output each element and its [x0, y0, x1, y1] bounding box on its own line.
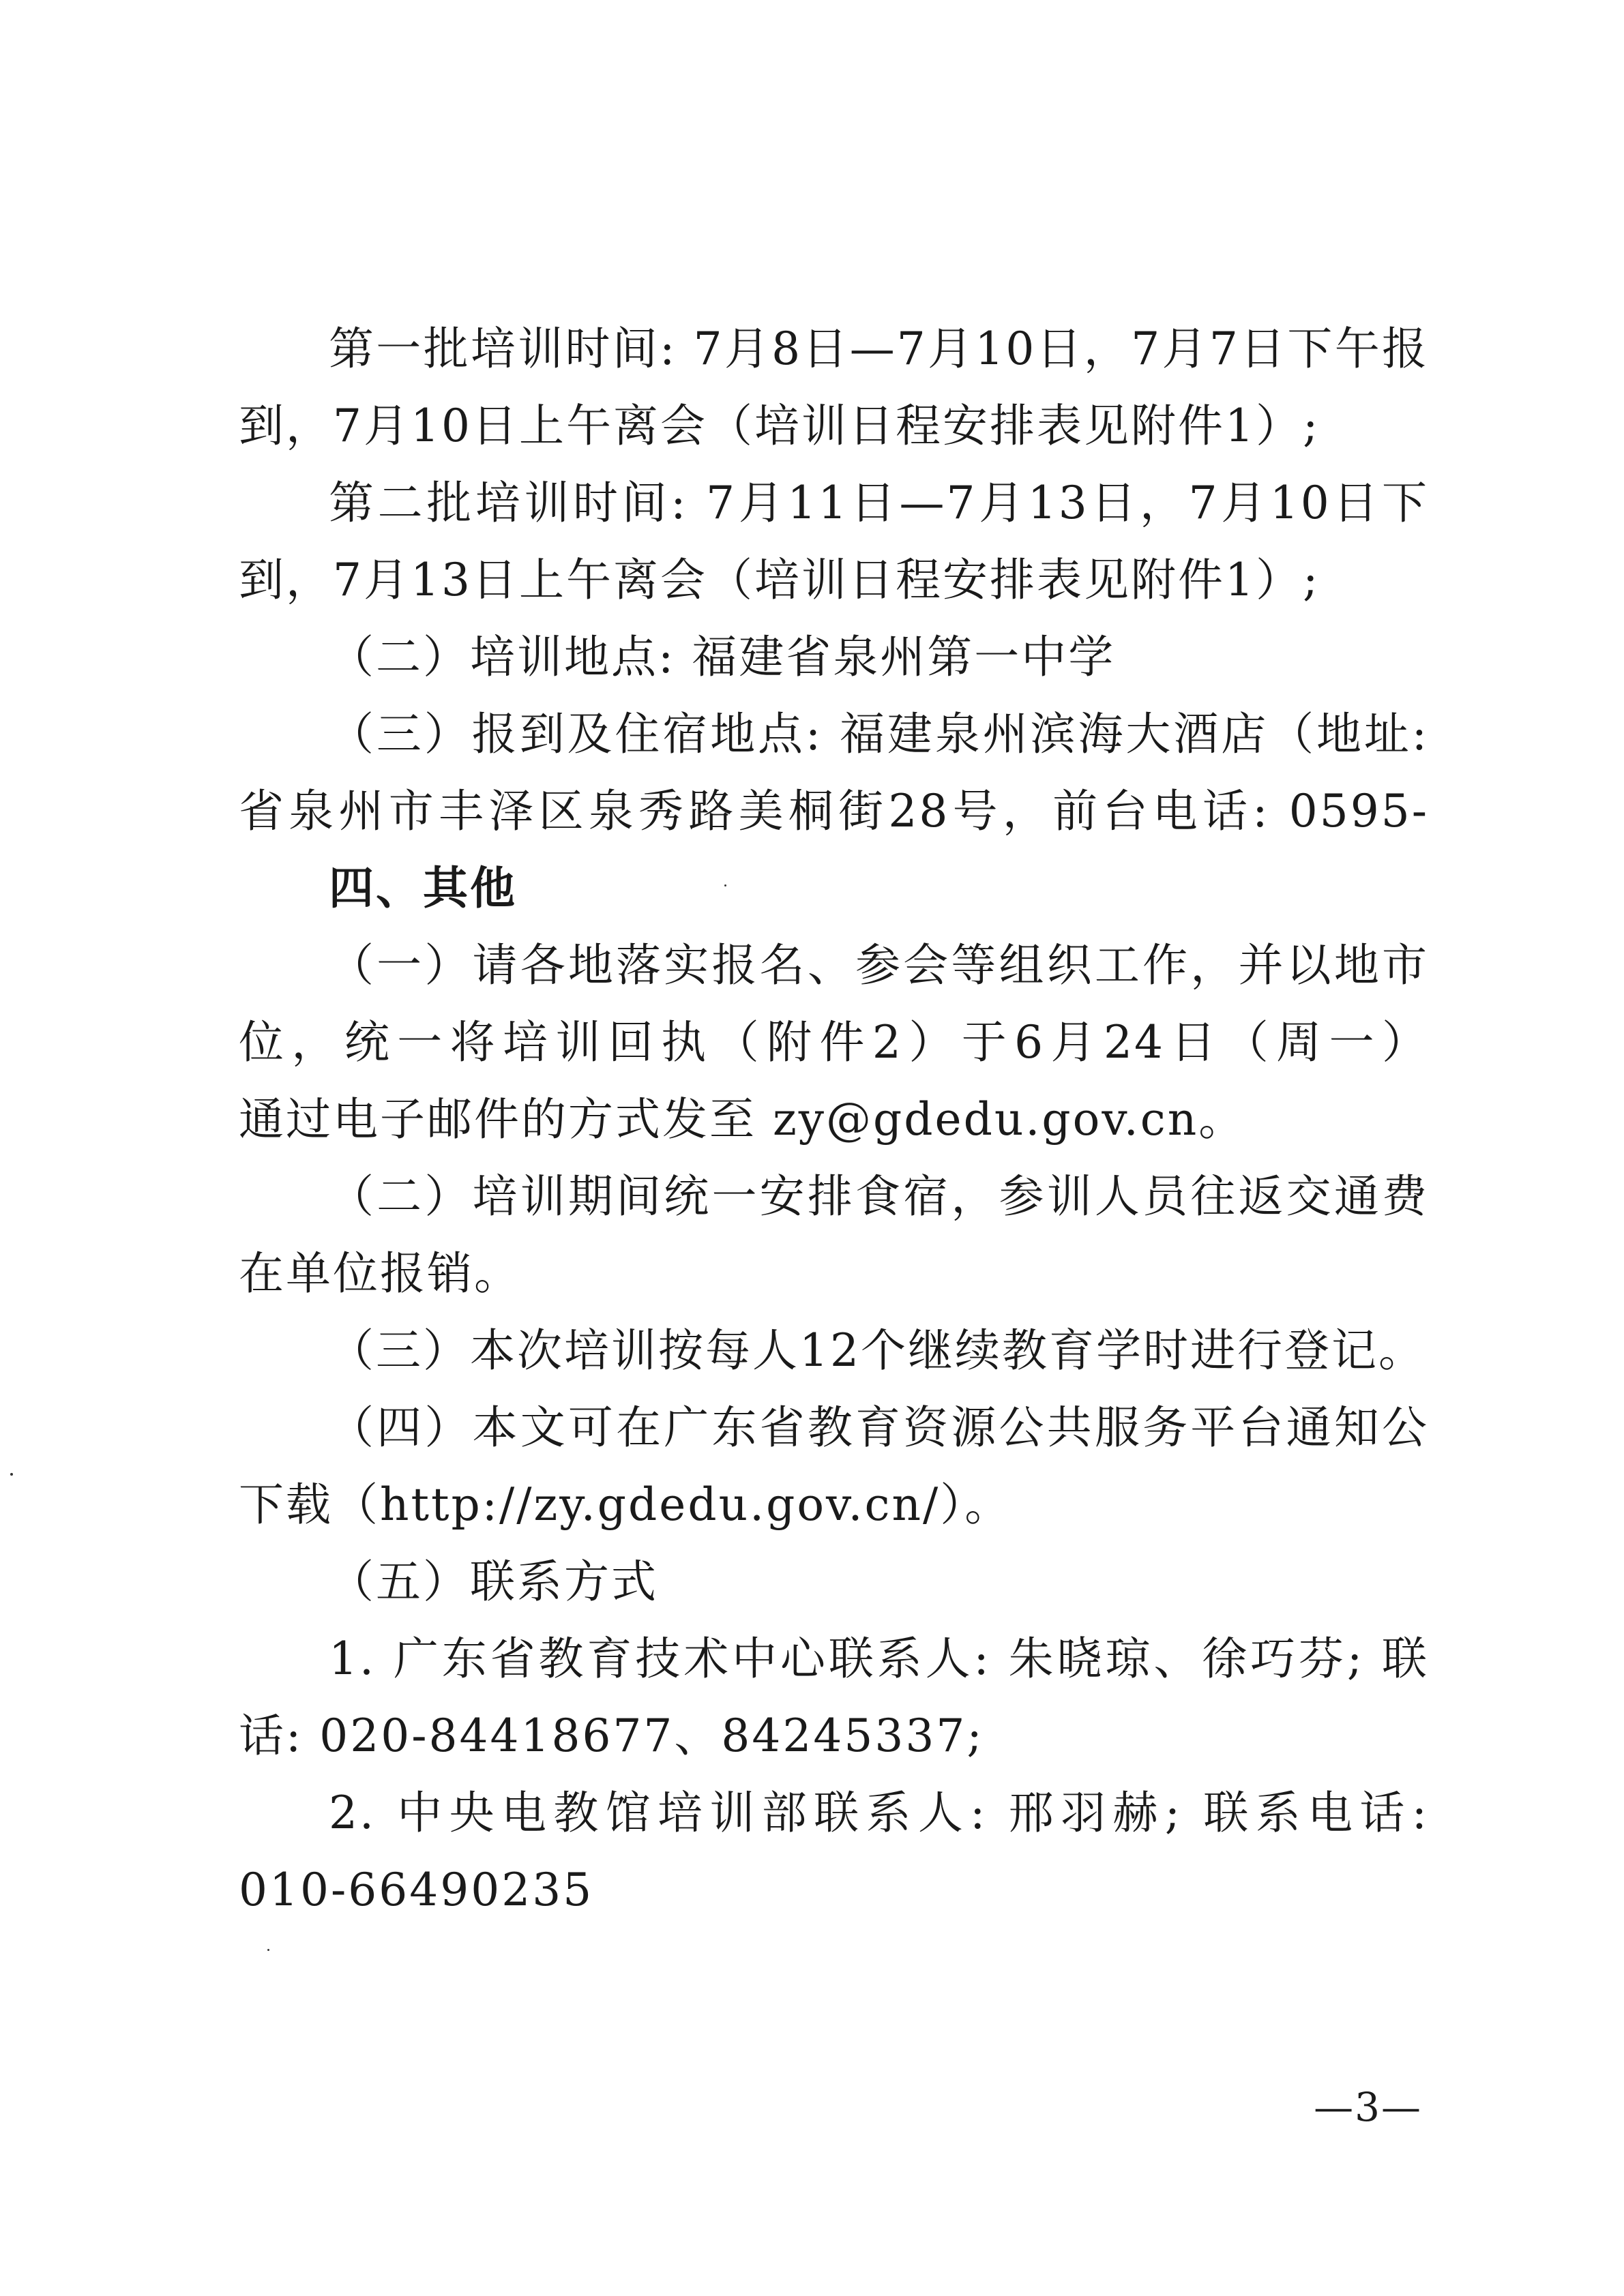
- document-line: 第一批培训时间: 7月8日—7月10日，7月7日下午报: [329, 323, 1429, 375]
- document-line: （三）本次培训按每人12个继续教育学时进行登记。: [329, 1324, 1426, 1377]
- document-line: 下载（http://zy.gdedu.gov.cn/）。: [239, 1478, 1012, 1531]
- section-heading: 四、其他: [329, 862, 517, 914]
- scan-speck: [267, 1949, 269, 1951]
- document-line: 话: 020-84418677、84245337;: [239, 1710, 984, 1762]
- scan-speck: [10, 1473, 13, 1476]
- document-line: 位，统一将培训回执（附件2）于6月24日（周一）: [239, 1016, 1429, 1069]
- document-line: 到，7月10日上午离会（培训日程安排表见附件1）;: [239, 400, 1320, 452]
- document-line: 1. 广东省教育技术中心联系人: 朱晓琼、徐巧芬; 联: [329, 1632, 1429, 1685]
- document-line: 省泉州市丰泽区泉秀路美桐街28号，前台电话: 0595-: [239, 785, 1429, 837]
- document-line: 到，7月13日上午离会（培训日程安排表见附件1）;: [239, 554, 1320, 606]
- document-line: 在单位报销。: [239, 1247, 521, 1300]
- document-body: [239, 310, 1429, 1928]
- scan-speck: [724, 884, 726, 886]
- page-number: —3—: [1314, 2084, 1422, 2130]
- document-line: 通过电子邮件的方式发至 zy@gdedu.gov.cn。: [239, 1093, 1246, 1146]
- document-line: （四）本文可在广东省教育资源公共服务平台通知公: [329, 1401, 1429, 1454]
- document-line: 010-66490235: [239, 1864, 594, 1916]
- document-line: （五）联系方式: [329, 1555, 658, 1608]
- document-line: 2. 中央电教馆培训部联系人: 邢羽赫; 联系电话:: [329, 1787, 1429, 1839]
- document-line: 第二批培训时间: 7月11日—7月13日，7月10日下: [329, 477, 1429, 529]
- document-line: （二）培训期间统一安排食宿，参训人员往返交通费: [329, 1170, 1429, 1223]
- document-line: （二）培训地点: 福建省泉州第一中学: [329, 631, 1116, 683]
- document-line: （一）请各地落实报名、参会等组织工作，并以地市: [329, 939, 1429, 992]
- document-line: （三）报到及住宿地点: 福建泉州滨海大酒店（地址:: [329, 708, 1429, 760]
